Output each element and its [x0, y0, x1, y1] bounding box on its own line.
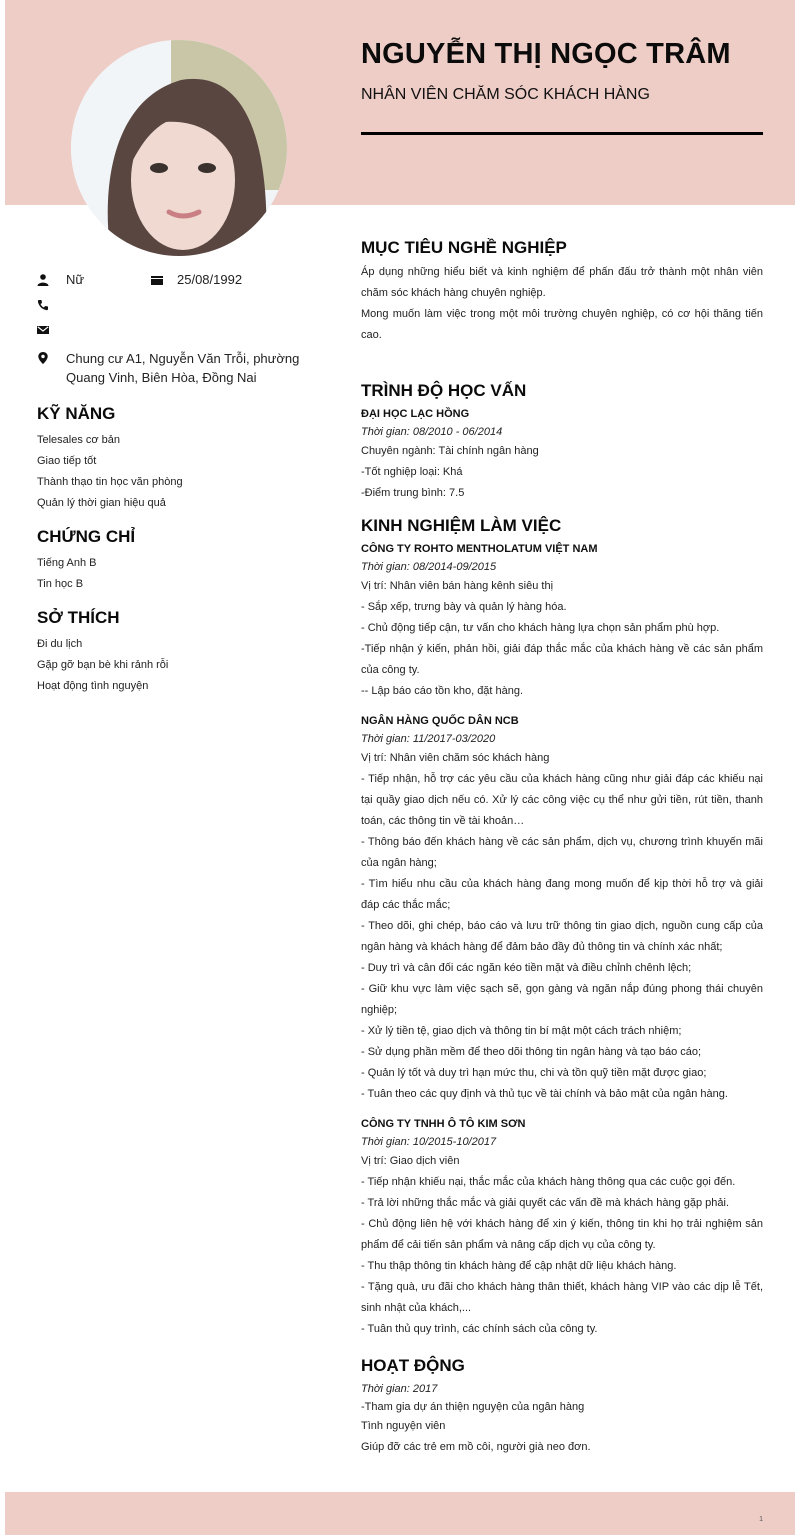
calendar-icon	[151, 274, 163, 288]
left-column	[37, 272, 307, 697]
objective-heading: MỤC TIÊU NGHỀ NGHIỆP	[361, 238, 567, 257]
page-number: 1	[759, 1516, 763, 1523]
education-time: Thời gian: 08/2010 - 06/2014	[361, 426, 503, 438]
activities-heading: HOẠT ĐỘNG	[361, 1356, 465, 1375]
hobbies-heading: SỞ THÍCH	[37, 608, 120, 627]
certificates-section	[37, 527, 307, 595]
education-line: -Điểm trung bình: 7.5	[361, 487, 465, 499]
company-name: CÔNG TY ROHTO MENTHOLATUM VIỆT NAM	[361, 543, 598, 555]
education-section	[361, 381, 763, 504]
hobbies-section	[37, 608, 307, 697]
job-line: - Tặng quà, ưu đãi cho khách hàng thân thiết, khách hàng VIP vào các dịp lễ Tết, sinh nhật của khách,...	[361, 1281, 763, 1314]
activities-section	[361, 1356, 763, 1459]
profile-photo	[71, 40, 287, 256]
job-line: - Thu thập thông tin khách hàng để cập nhật dữ liệu khách hàng.	[361, 1260, 677, 1272]
phone-icon	[37, 299, 49, 313]
job-line: - Tiếp nhận, hỗ trợ các yêu cầu của khách hàng cũng như giải đáp các khiếu nại tại quầy giao dịch nếu có. Xử lý các công việc cụ thể như gửi tiền, rút tiền, thanh toán, các thông tin về tài khoản…	[361, 773, 763, 827]
skill-item: Thành thạo tin học văn phòng	[37, 476, 183, 488]
job-line: - Sắp xếp, trưng bày và quản lý hàng hóa.	[361, 601, 567, 613]
job-line: - Quản lý tốt và duy trì hạn mức thu, chi và tồn quỹ tiền mặt được giao;	[361, 1067, 707, 1079]
skill-item: Quản lý thời gian hiệu quả	[37, 497, 166, 509]
dob-group	[151, 272, 242, 288]
footer-band	[5, 1492, 795, 1535]
envelope-icon	[37, 324, 49, 338]
job-line: - Tuân thủ quy trình, các chính sách của công ty.	[361, 1323, 598, 1335]
job-line: - Chủ động liên hệ với khách hàng để xin ý kiến, thông tin khi họ trải nghiệm sản phẩm để cải tiến sản phẩm và nâng cấp dịch vụ của công ty.	[361, 1218, 763, 1251]
hobby-item: Đi du lịch	[37, 638, 83, 650]
education-line: Chuyên ngành: Tài chính ngân hàng	[361, 445, 539, 457]
job-entry	[361, 540, 763, 702]
certificates-heading: CHỨNG CHỈ	[37, 527, 136, 546]
activity-line: Tình nguyện viên	[361, 1420, 446, 1432]
address-value	[66, 349, 299, 387]
gender-row	[37, 272, 307, 297]
job-line: - Trả lời những thắc mắc và giải quyết các vấn đề mà khách hàng gặp phải.	[361, 1197, 730, 1209]
address-line-1: Chung cư A1, Nguyễn Văn Trỗi, phường	[66, 351, 300, 366]
job-line: Vị trí: Nhân viên bán hàng kênh siêu thị	[361, 580, 554, 592]
profile-photo-icon	[71, 40, 287, 256]
activity-line: -Tham gia dự án thiện nguyện của ngân hàng	[361, 1401, 585, 1413]
job-line: - Tiếp nhận khiếu nại, thắc mắc của khách hàng thông qua các cuộc gọi đến.	[361, 1176, 736, 1188]
right-column	[361, 238, 763, 1459]
hobby-item: Gặp gỡ bạn bè khi rảnh rỗi	[37, 659, 169, 671]
education-heading: TRÌNH ĐỘ HỌC VẤN	[361, 381, 527, 400]
person-icon	[37, 274, 49, 288]
experience-heading: KINH NGHIỆM LÀM VIỆC	[361, 516, 562, 535]
skill-item: Telesales cơ bản	[37, 434, 121, 446]
job-line: - Xử lý tiền tệ, giao dịch và thông tin bí mật một cách trách nhiệm;	[361, 1025, 682, 1037]
hobby-item: Hoạt động tình nguyện	[37, 680, 149, 692]
activity-time: Thời gian: 2017	[361, 1383, 438, 1395]
phone-row	[37, 297, 307, 322]
company-name: NGÂN HÀNG QUỐC DÂN NCB	[361, 715, 519, 727]
experience-section	[361, 516, 763, 1340]
skill-item: Giao tiếp tốt	[37, 455, 97, 467]
title-divider	[361, 132, 763, 135]
job-entry	[361, 1115, 763, 1340]
company-name: CÔNG TY TNHH Ô TÔ KIM SƠN	[361, 1118, 526, 1130]
email-row	[37, 322, 307, 347]
job-line: - Chủ động tiếp cận, tư vấn cho khách hàng lựa chọn sản phẩm phù hợp.	[361, 622, 720, 634]
skills-heading: KỸ NĂNG	[37, 404, 116, 423]
job-line: -Tiếp nhận ý kiến, phản hồi, giải đáp thắc mắc của khách hàng về các sản phẩm của công ty.	[361, 643, 763, 676]
skills-section	[37, 404, 307, 514]
job-line: - Giữ khu vực làm việc sạch sẽ, gọn gàng và ngăn nắp đúng phong thái chuyên nghiệp;	[361, 983, 763, 1016]
address-row	[37, 349, 307, 387]
job-line: - Theo dõi, ghi chép, báo cáo và lưu trữ thông tin giao dịch, nguồn cung cấp của ngân hàng và khách hàng để đảm bảo đầy đủ thông tin và chính xác nhất;	[361, 920, 763, 953]
job-entry	[361, 712, 763, 1105]
job-line: -- Lập báo cáo tồn kho, đặt hàng.	[361, 685, 524, 697]
job-line: - Duy trì và cân đối các ngăn kéo tiền mặt và điều chỉnh chênh lệch;	[361, 962, 692, 974]
job-line: Vị trí: Nhân viên chăm sóc khách hàng	[361, 752, 550, 764]
job-line: Vị trí: Giao dịch viên	[361, 1155, 460, 1167]
job-time: Thời gian: 11/2017-03/2020	[361, 733, 496, 745]
certificate-item: Tiếng Anh B	[37, 557, 97, 569]
certificate-item: Tin học B	[37, 578, 84, 590]
job-line: - Sử dụng phần mềm để theo dõi thông tin ngân hàng và tạo báo cáo;	[361, 1046, 702, 1058]
candidate-name: NGUYỄN THỊ NGỌC TRÂM	[361, 38, 731, 70]
school-name: ĐẠI HỌC LẠC HỒNG	[361, 408, 470, 420]
address-line-2: Quang Vinh, Biên Hòa, Đồng Nai	[66, 370, 257, 385]
job-title: NHÂN VIÊN CHĂM SÓC KHÁCH HÀNG	[361, 86, 650, 103]
objective-text: Mong muốn làm việc trong một môi trường chuyên nghiệp, có cơ hội thăng tiến cao.	[361, 308, 763, 341]
job-line: - Thông báo đến khách hàng về các sản phẩm, dịch vụ, chương trình khuyến mãi của ngân hàng;	[361, 836, 763, 869]
job-line: - Tuân theo các quy định và thủ tục về tài chính và bảo mật của ngân hàng.	[361, 1088, 728, 1100]
objective-text: Áp dụng những hiểu biết và kinh nghiệm để phấn đấu trở thành một nhân viên chăm sóc khách hàng chuyên nghiệp.	[361, 266, 763, 299]
gender-value: Nữ	[66, 272, 85, 287]
dob-value: 25/08/1992	[177, 272, 243, 287]
job-line: - Tìm hiểu nhu cầu của khách hàng đang mong muốn để kịp thời hỗ trợ và giải đáp các thắc mắc;	[361, 878, 763, 911]
job-time: Thời gian: 08/2014-09/2015	[361, 561, 497, 573]
map-pin-icon	[37, 352, 49, 366]
education-line: -Tốt nghiệp loại: Khá	[361, 466, 463, 478]
objective-section	[361, 238, 763, 346]
job-time: Thời gian: 10/2015-10/2017	[361, 1136, 497, 1148]
activity-line: Giúp đỡ các trẻ em mồ côi, người già neo đơn.	[361, 1441, 591, 1453]
